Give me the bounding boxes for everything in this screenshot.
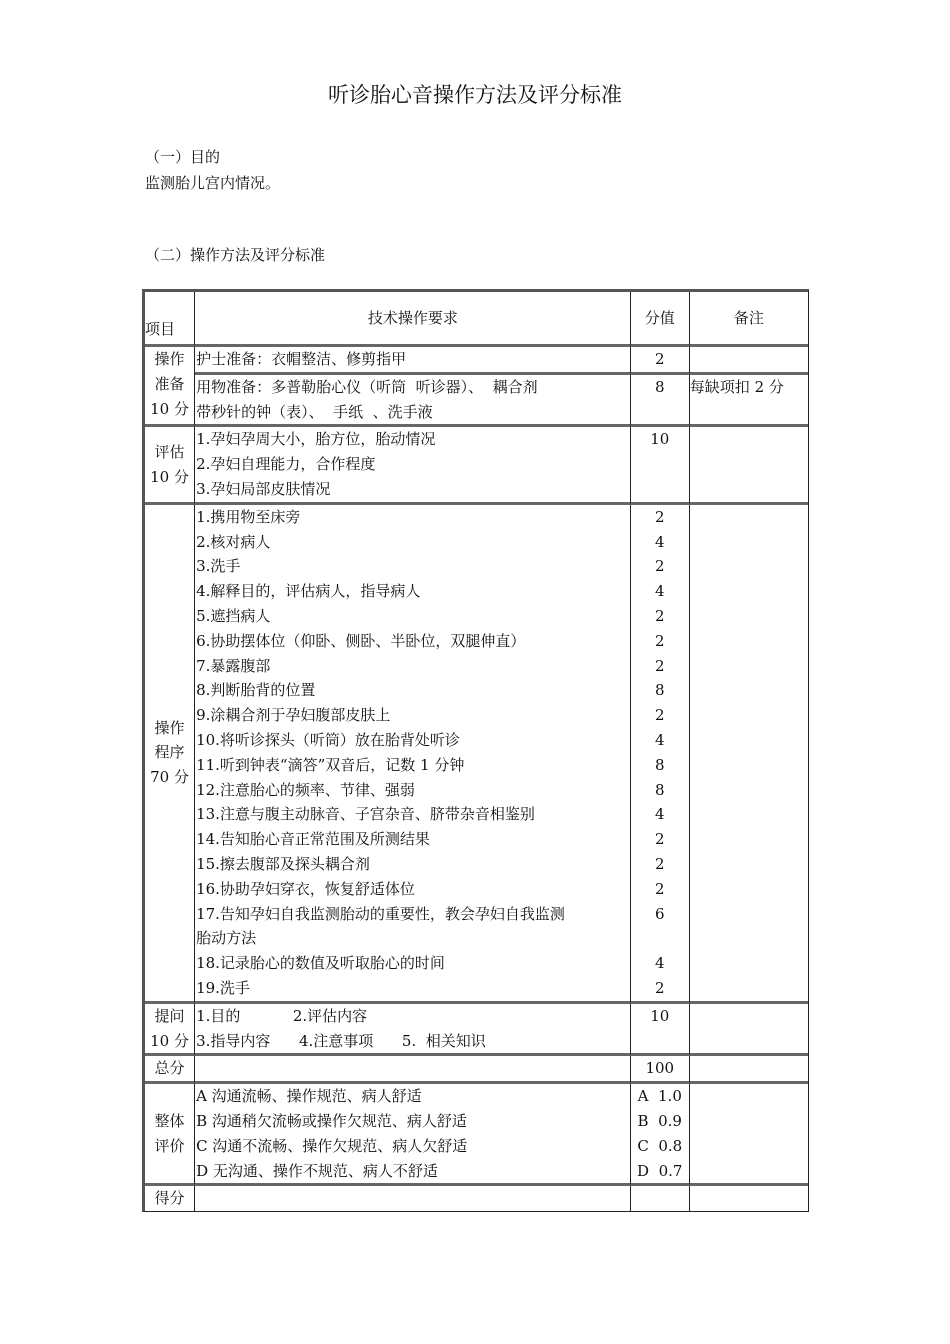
- prep-nurse-score: 2: [631, 347, 690, 375]
- table-row-result: [145, 1186, 808, 1211]
- questions-remark: [690, 1004, 808, 1057]
- procedure-step-score: 2: [654, 978, 665, 997]
- procedure-step-score: 2: [654, 830, 665, 849]
- section-purpose-text: 监测胎儿宫内情况。: [145, 174, 281, 192]
- overall-grade: B 沟通稍欠流畅或操作欠规范、病人舒适: [196, 1111, 467, 1130]
- header-remark: 备注: [690, 292, 808, 347]
- procedure-step-score: 4: [654, 582, 665, 601]
- table-row-prep-items: [145, 375, 808, 428]
- result-score: [631, 1186, 690, 1211]
- header-item: 项目: [145, 292, 195, 347]
- overall-grade-score: D 0.7: [637, 1161, 683, 1180]
- table-row-total: [145, 1056, 808, 1084]
- procedure-step-score: 2: [654, 854, 665, 873]
- prep-label: 操作 准备 10 分: [145, 347, 195, 427]
- header-requirement: 技术操作要求: [195, 292, 631, 347]
- prep-items-remark: 每缺项扣 2 分: [690, 375, 808, 428]
- procedure-step: 7.暴露腹部: [196, 656, 271, 675]
- table-row-prep-nurse: [145, 347, 808, 375]
- table-header-row: [145, 292, 808, 347]
- total-text: [195, 1056, 631, 1084]
- prep-items-text: 用物准备：多普勒胎心仪（听筒 听诊器）、 耦合剂 带秒针的钟（表）、 手纸 、洗手液: [195, 375, 631, 428]
- procedure-step-score: 2: [654, 606, 665, 625]
- procedure-step-score: 2: [654, 706, 665, 725]
- result-label: 得分: [145, 1186, 195, 1211]
- overall-grade: C 沟通不流畅、操作欠规范、病人欠舒适: [196, 1136, 468, 1155]
- procedure-step-score: 8: [654, 780, 665, 799]
- prep-items-score: 8: [631, 375, 690, 428]
- procedure-step: 3.洗手: [196, 557, 241, 576]
- section-purpose-heading: （一）目的: [145, 148, 221, 166]
- assess-label: 评估 10 分: [145, 427, 195, 504]
- result-text: [195, 1186, 631, 1211]
- procedure-step: 15.擦去腹部及探头耦合剂: [196, 854, 370, 873]
- assess-text: 1.孕妇孕周大小，胎方位，胎动情况 2.孕妇自理能力，合作程度 3.孕妇局部皮肤情况: [195, 427, 631, 504]
- procedure-step-score: 8: [654, 755, 665, 774]
- procedure-step-score: 2: [654, 631, 665, 650]
- procedure-step: 2.核对病人: [196, 532, 271, 551]
- procedure-step: 5.遮挡病人: [196, 606, 271, 625]
- total-remark: [690, 1056, 808, 1084]
- procedure-steps: [195, 505, 631, 1004]
- overall-grade: D 无沟通、操作不规范、病人不舒适: [196, 1161, 438, 1180]
- table-row-overall: [145, 1084, 808, 1186]
- result-remark: [690, 1186, 808, 1211]
- procedure-step-score: 6: [654, 904, 665, 923]
- procedure-step-score: [631, 926, 689, 951]
- overall-grade: A 沟通流畅、操作规范、病人舒适: [196, 1087, 422, 1106]
- procedure-remark: [690, 505, 808, 1004]
- prep-nurse-remark: [690, 347, 808, 375]
- questions-label: 提问 10 分: [145, 1004, 195, 1057]
- procedure-step-score: 8: [654, 681, 665, 700]
- overall-label: 整体 评价: [145, 1084, 195, 1186]
- procedure-step: 8.判断胎背的位置: [196, 681, 316, 700]
- table-row-procedure: [145, 505, 808, 1004]
- questions-score: 10: [631, 1004, 690, 1057]
- table-row-assess: [145, 427, 808, 504]
- procedure-step-score: 4: [654, 954, 665, 973]
- procedure-step: 6.协助摆体位（仰卧、侧卧、半卧位，双腿伸直）: [196, 631, 526, 650]
- procedure-step-score: 4: [654, 805, 665, 824]
- overall-grade-score: B 0.9: [637, 1111, 682, 1130]
- header-score: 分值: [631, 292, 690, 347]
- table-row-questions: [145, 1004, 808, 1057]
- total-score: 100: [631, 1056, 690, 1084]
- procedure-step: 10.将听诊探头（听筒）放在胎背处听诊: [196, 730, 460, 749]
- procedure-step-score: 2: [654, 879, 665, 898]
- procedure-step-score: 2: [654, 656, 665, 675]
- procedure-scores: [631, 505, 690, 1004]
- procedure-step: 18.记录胎心的数值及听取胎心的时间: [196, 954, 445, 973]
- page-title: 听诊胎心音操作方法及评分标准: [328, 83, 622, 107]
- procedure-step: 9.涂耦合剂于孕妇腹部皮肤上: [196, 706, 391, 725]
- procedure-step-score: 2: [654, 507, 665, 526]
- procedure-step: 11.听到钟表“滴答”双音后，记数 1 分钟: [196, 755, 465, 774]
- overall-grade-score: C 0.8: [637, 1136, 683, 1155]
- section-method-heading: （二）操作方法及评分标准: [145, 246, 326, 264]
- procedure-step-score: 4: [654, 532, 665, 551]
- procedure-step: 13.注意与腹主动脉音、子宫杂音、脐带杂音相鉴别: [196, 805, 535, 824]
- overall-grades: [195, 1084, 631, 1186]
- procedure-step-score: 4: [654, 730, 665, 749]
- procedure-step: 1.携用物至床旁: [196, 507, 301, 526]
- questions-text: 1.目的 2.评估内容 3.指导内容 4.注意事项 5. 相关知识: [195, 1004, 631, 1057]
- procedure-step: 胎动方法: [196, 929, 257, 948]
- procedure-step: 19.洗手: [196, 978, 250, 997]
- procedure-label: 操作 程序 70 分: [145, 505, 195, 1004]
- procedure-step-score: 2: [654, 557, 665, 576]
- procedure-step: 16.协助孕妇穿衣，恢复舒适体位: [196, 879, 415, 898]
- total-label: 总分: [145, 1056, 195, 1084]
- assess-score: 10: [631, 427, 690, 504]
- procedure-step: 4.解释目的，评估病人，指导病人: [196, 582, 421, 601]
- procedure-step: 17.告知孕妇自我监测胎动的重要性，教会孕妇自我监测: [196, 904, 565, 923]
- prep-nurse-text: 护士准备：衣帽整洁、修剪指甲: [195, 347, 631, 375]
- procedure-step: 14.告知胎心音正常范围及所测结果: [196, 830, 430, 849]
- overall-grade-score: A 1.0: [637, 1087, 682, 1106]
- assess-remark: [690, 427, 808, 504]
- scoring-table: [142, 289, 809, 1212]
- procedure-step: 12.注意胎心的频率、节律、强弱: [196, 780, 415, 799]
- overall-scores: [631, 1084, 690, 1186]
- overall-remark: [690, 1084, 808, 1186]
